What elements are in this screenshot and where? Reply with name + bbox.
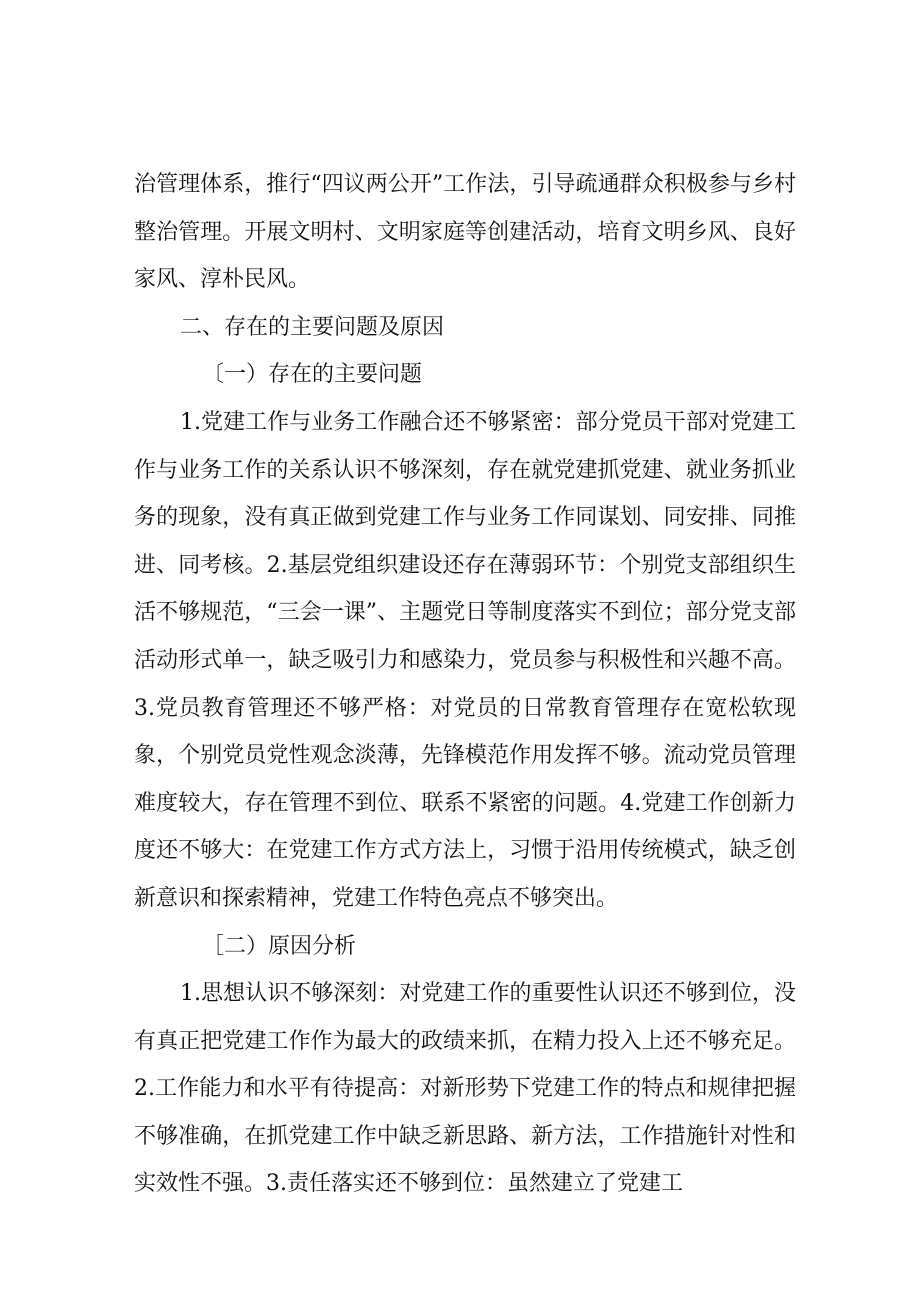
- document-body: [134, 161, 796, 1208]
- subsection-heading-causes: ［二）原因分析: [202, 933, 357, 959]
- section-heading: 二、存在的主要问题及原因: [180, 314, 445, 340]
- paragraph-causes: 1.思想认识不够深刻：对党建工作的重要性认识还不够到位，没有真正把党建工作作为最大的政绩来抓，在精力投入上还不够充足。2.工作能力和水平有待提高：对新形势下党建工作的特点和规律把握不够准确，在抓党建工作中缺乏新思路、新方法，工作措施针对性和实效性不强。3.责任落实还不够到位：虽然建立了党建工: [134, 981, 796, 1197]
- paragraph-problems: 1.党建工作与业务工作融合还不够紧密：部分党员干部对党建工作与业务工作的关系认识不够深刻，存在就党建抓党建、就业务抓业务的现象，没有真正做到党建工作与业务工作同谋划、同安排、同推进、同考核。2.基层党组织建设还存在薄弱环节：个别党支部组织生活不够规范，“三会一课”、主题党日等制度落实不到位；部分党支部活动形式单一，缺乏吸引力和感染力，党员参与积极性和兴趣不高。3.党员教育管理还不够严格：对党员的日常教育管理存在宽松软现象，个别党员党性观念淡薄，先锋模范作用发挥不够。流动党员管理难度较大，存在管理不到位、联系不紧密的问题。4.党建工作创新力度还不够大：在党建工作方式方法上，习惯于沿用传统模式，缺乏创新意识和探索精神，党建工作特色亮点不够突出。: [134, 409, 796, 911]
- paragraph-continuation: 治管理体系，推行“四议两公开”工作法，引导疏通群众积极参与乡村整治管理。开展文明村、文明家庭等创建活动，培育文明乡风、良好家风、淳朴民风。: [134, 172, 796, 293]
- subsection-heading-problems: 〔一）存在的主要问题: [202, 362, 423, 388]
